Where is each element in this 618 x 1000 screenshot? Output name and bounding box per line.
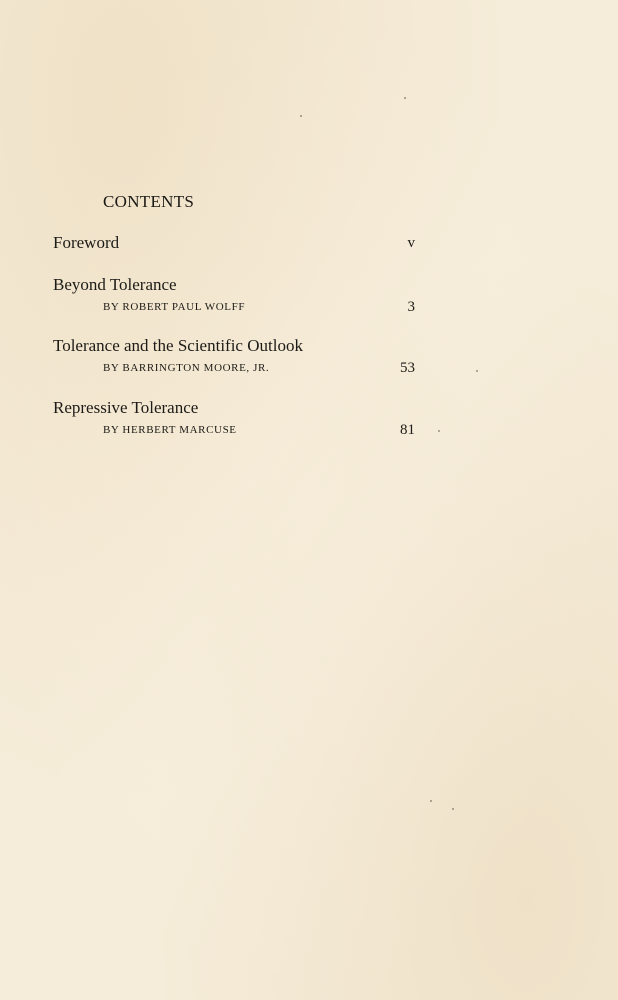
toc-entry-title: Beyond Tolerance [53,275,177,294]
toc-entry-scientific-outlook [53,336,415,378]
paper-speck [438,430,440,432]
toc-entry-author: BY BARRINGTON MOORE, JR. [103,362,270,374]
toc-entry-title: Tolerance and the Scientific Outlook [53,336,303,355]
contents-heading: CONTENTS [103,192,195,211]
toc-entry-foreword [53,233,415,253]
toc-entry-page: 81 [400,422,415,438]
toc-entry-beyond-tolerance [53,275,415,317]
paper-speck [300,115,302,117]
paper-speck [430,800,432,802]
toc-entry-author: BY ROBERT PAUL WOLFF [103,301,246,313]
toc-entry-page: 3 [407,299,415,315]
toc-entry-author: BY HERBERT MARCUSE [103,424,237,436]
toc-entry-repressive-tolerance [53,398,415,440]
toc-entry-title: Repressive Tolerance [53,398,199,417]
paper-speck [404,97,406,99]
toc-entry-title: Foreword [53,233,120,252]
toc-entry-page: 53 [400,360,415,376]
toc-entry-page: v [407,235,415,251]
paper-speck [476,370,478,372]
paper-speck [452,808,454,810]
